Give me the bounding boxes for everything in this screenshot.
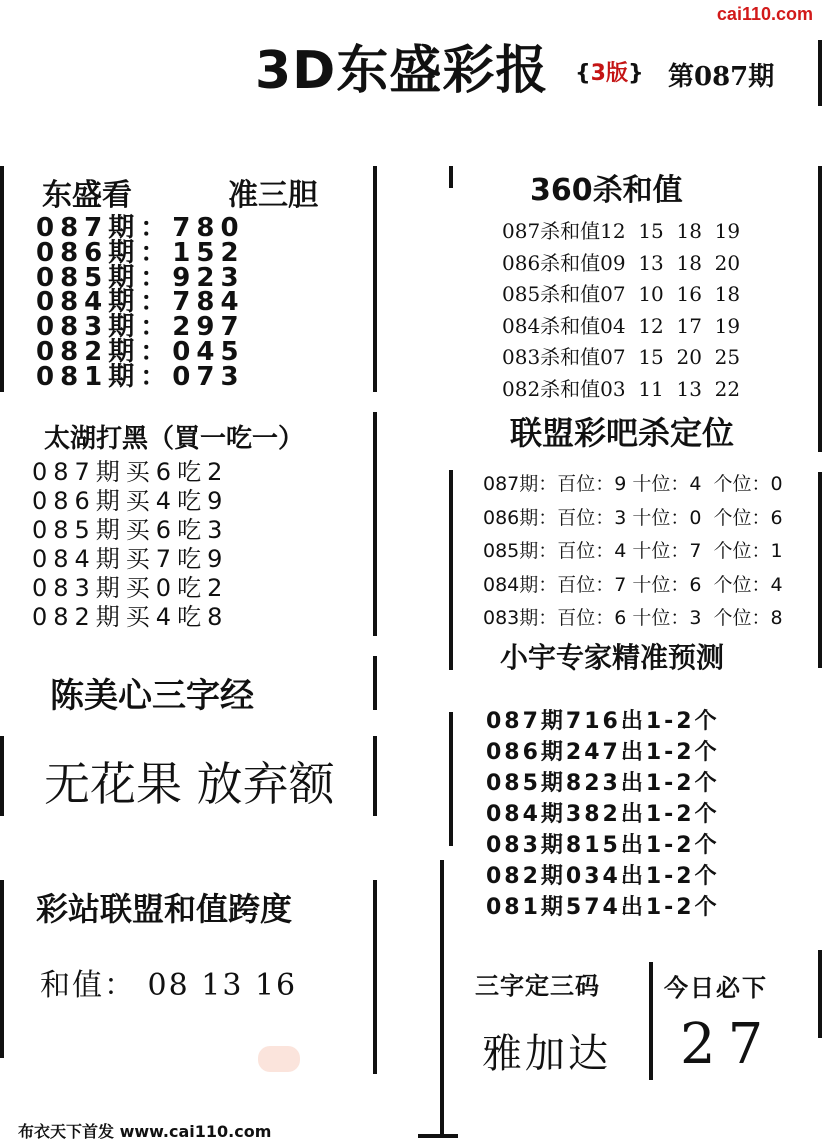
right-border-1: [818, 166, 822, 452]
list-item: 086期买4吃9: [32, 487, 229, 515]
list-item: 082期034出1-2个: [486, 864, 720, 889]
xiaozi-list: [486, 706, 720, 923]
list-item: 081期：073: [36, 361, 245, 392]
list-item: 081期574出1-2个: [486, 895, 720, 920]
lianmeng-title: 联盟彩吧杀定位: [510, 414, 735, 452]
list-item: 084期买7吃9: [32, 545, 229, 573]
taihu-title: 太湖打黑（買一吃一）: [44, 424, 305, 454]
chenmeixin-content: 无花果 放弃额: [44, 757, 335, 811]
list-item: 083期815出1-2个: [486, 833, 720, 858]
left-col-divider-3: [373, 656, 377, 710]
edition-badge: [575, 56, 644, 87]
left-border-bottom: [0, 880, 4, 1058]
dongsheng-subtitle: 准三胆: [228, 178, 318, 213]
list-item: 084期382出1-2个: [486, 802, 720, 827]
right-border-3: [818, 950, 822, 1038]
sanzi-title: 三字定三码: [475, 972, 600, 1000]
left-col-divider-1: [373, 166, 377, 392]
list-item: 085杀和值07 10 16 18: [502, 282, 741, 307]
list-item: 085期买6吃3: [32, 516, 229, 544]
list-item: 087期买6吃2: [32, 458, 229, 486]
left-border-mid: [0, 736, 4, 816]
list-item: 085期823出1-2个: [486, 771, 720, 796]
sanzi-jinri-divider: [649, 962, 653, 1080]
taihu-list: [32, 458, 228, 632]
xiaozi-title: 小宇专家精准预测: [500, 641, 725, 674]
list-item: 087杀和值12 15 18 19: [502, 219, 741, 243]
list-item: 083期买0吃2: [32, 574, 229, 602]
left-col-divider-2: [373, 412, 377, 636]
list-item: 082杀和值03 11 13 22: [502, 376, 741, 401]
right-border-2: [818, 472, 822, 668]
list-item: 084杀和值04 12 17 19: [502, 313, 741, 338]
list-item: 082期买4吃8: [32, 603, 229, 631]
center-divider-top: [449, 166, 453, 188]
jinri-title: 今日必下: [664, 974, 768, 1002]
list-item: 086期：152: [36, 237, 245, 268]
center-divider-bottom: [440, 860, 444, 1138]
page-title: 3D东盛彩报: [255, 41, 549, 101]
decorative-smudge: [258, 1046, 300, 1072]
lianmeng-list: [483, 468, 783, 636]
jinri-content: 27: [680, 1012, 776, 1077]
chenmeixin-title: 陈美心三字经: [50, 676, 254, 716]
list-item: 085期：百位：4 十位：7 个位：1: [483, 540, 783, 562]
left-col-divider-5: [373, 880, 377, 1074]
list-item: 087期：780: [36, 213, 245, 243]
list-item: 086杀和值09 13 18 20: [502, 250, 741, 275]
sanzi-content: 雅加达: [482, 1031, 611, 1077]
dongsheng-title: 东盛看: [42, 178, 132, 213]
caizhan-title: 彩站联盟和值跨度: [36, 890, 293, 928]
watermark-text: cai110.com: [716, 4, 813, 24]
left-col-divider-4: [373, 736, 377, 816]
edition-brace-open: {: [575, 61, 591, 86]
center-divider-low: [449, 712, 453, 846]
sha-list: [502, 216, 740, 406]
edition-brace-close: }: [627, 61, 644, 86]
issue-number: 第087期: [668, 62, 775, 92]
header-right-divider: [818, 40, 822, 106]
list-item: 087期：百位：9 十位：4 个位：0: [483, 473, 783, 495]
caizhan-content: 和值： 08 13 16: [40, 968, 298, 1003]
left-border-top: [0, 166, 4, 392]
dongsheng-list: [36, 213, 245, 392]
list-item: 084期：百位：7 十位：6 个位：4: [483, 573, 783, 596]
list-item: 084期：784: [36, 287, 245, 318]
list-item: 087期716出1-2个: [486, 709, 720, 734]
list-item: 082期：045: [36, 336, 245, 367]
footer-credit: 布衣天下首发 www.cai110.com: [18, 1122, 272, 1141]
list-item: 083期：297: [36, 312, 245, 343]
center-divider-mid: [449, 470, 453, 670]
list-item: 086期247出1-2个: [486, 740, 720, 765]
list-item: 083杀和值07 15 20 25: [502, 345, 741, 370]
edition-label: 3版: [590, 61, 628, 86]
list-item: 085期：923: [36, 262, 245, 293]
list-item: 083期：百位：6 十位：3 个位：8: [483, 607, 783, 629]
list-item: 086期：百位：3 十位：0 个位：6: [483, 506, 783, 529]
sha-title: 360杀和值: [530, 173, 683, 208]
center-divider-foot: [418, 1134, 458, 1138]
